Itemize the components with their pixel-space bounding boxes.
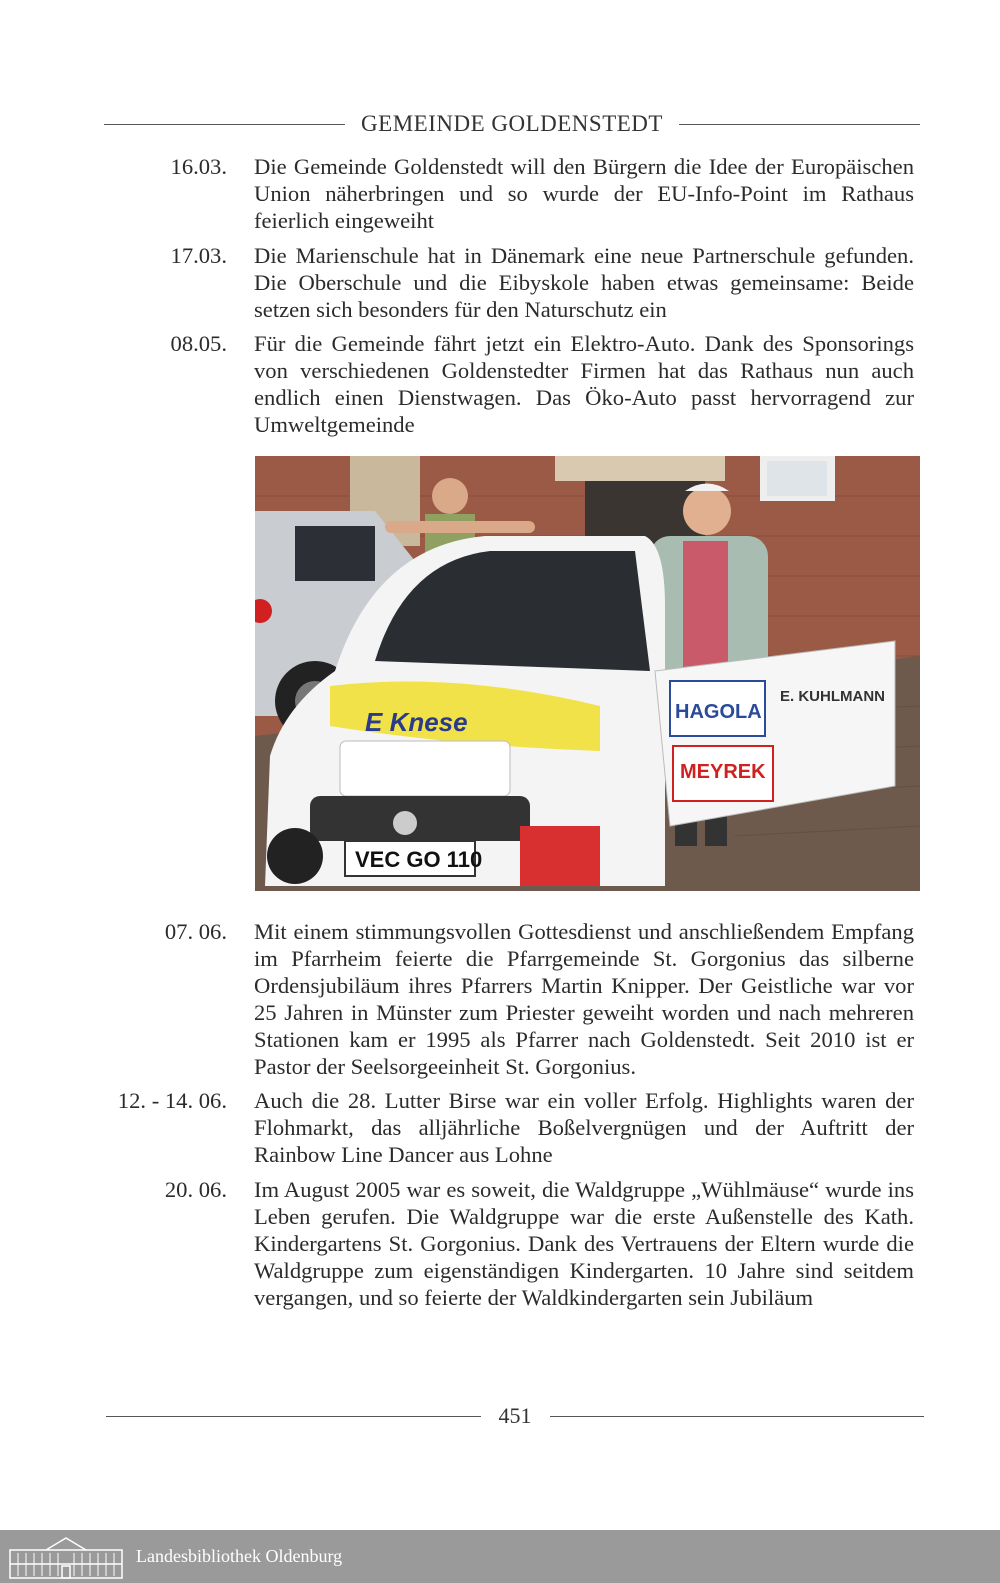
library-name: Landesbibliothek Oldenburg xyxy=(136,1546,343,1566)
door-sponsor-hagola: HAGOLA xyxy=(675,701,762,723)
header-title: GEMEINDE GOLDENSTEDT xyxy=(361,111,663,136)
chronicle-entry xyxy=(164,918,914,1080)
car-sponsor-text: E Knese xyxy=(365,707,468,737)
entry-text: Die Gemeinde Goldenstedt will den Bürgern die Idee der Europäischen Union näherbringen und so wurde der EU-Info-Point im Rathaus feierlich eingeweiht xyxy=(254,154,914,233)
chronicle-entry xyxy=(117,1087,914,1168)
entry-date: 07. 06. xyxy=(164,919,227,944)
footer-rule-right xyxy=(550,1416,925,1417)
footer-rule-left xyxy=(106,1416,481,1417)
entry-date: 16.03. xyxy=(170,154,227,179)
library-bar xyxy=(0,1530,1000,1583)
electric-car-photo xyxy=(255,456,920,891)
header-rule-left xyxy=(104,124,345,125)
license-plate-text: VEC GO 110 xyxy=(355,847,483,872)
entry-text: Mit einem stimmungsvollen Gottesdienst und anschließendem Empfang im Pfarrheim feierte die Pfarrgemeinde St. Gorgonius das silberne Ordensjubiläum ihres Pfarrers Martin Knipper. Der Geistliche war vor 25 Jahren in Münster zum Priester geweiht worden und nach mehreren Stationen kam er 1995 als Pfarrer nach Goldenstedt. Seit 2010 ist er Pastor der Seelsorgeeinheit St. Gorgonius. xyxy=(254,919,914,1079)
entry-text: Die Marienschule hat in Dänemark eine neue Partnerschule gefunden. Die Oberschule und die Eibyskole haben etwas gemeinsame: Beide setzen sich besonders für den Naturschutz ein xyxy=(254,243,914,322)
door-sponsor-kuhlmann: E. KUHLMANN xyxy=(780,688,885,705)
entry-text: Auch die 28. Lutter Birse war ein voller Erfolg. Highlights waren der Flohmarkt, das alljährliche Boßelvergnügen und der Auftritt der Rainbow Line Dancer aus Lohne xyxy=(254,1088,914,1167)
chronicle-entry xyxy=(164,1176,914,1311)
running-header xyxy=(104,106,920,142)
entry-date: 17.03. xyxy=(170,243,227,268)
page-number: 451 xyxy=(498,1403,532,1428)
chronicle-entry xyxy=(170,242,914,323)
page-footer xyxy=(106,1400,924,1432)
entry-date: 12. - 14. 06. xyxy=(117,1088,227,1113)
entry-text: Im August 2005 war es soweit, die Waldgruppe „Wühlmäuse“ wurde ins Leben gerufen. Die Waldgruppe war die erste Außenstelle des Kath. Kindergartens St. Gorgonius. Dank des Vertrauens der Eltern wurde die Waldgruppe zum eigenständigen Kindergarten. 10 Jahre sind seitdem vergangen, und so feierte der Waldkindergarten sein Jubiläum xyxy=(254,1177,914,1310)
header-rule-right xyxy=(679,124,920,125)
chronicle-entry xyxy=(170,330,914,438)
entry-date: 08.05. xyxy=(170,331,227,356)
library-building-icon xyxy=(6,1534,126,1580)
door-sponsor-meyrek: MEYREK xyxy=(680,761,766,783)
entry-text: Für die Gemeinde fährt jetzt ein Elektro-Auto. Dank des Sponsorings von verschiedenen Goldenstedter Firmen hat das Rathaus nun auch endlich einen Dienstwagen. Das Öko-Auto passt hervorragend zur Umweltgemeinde xyxy=(254,331,914,437)
entry-date: 20. 06. xyxy=(164,1177,227,1202)
chronicle-entry xyxy=(170,153,914,234)
